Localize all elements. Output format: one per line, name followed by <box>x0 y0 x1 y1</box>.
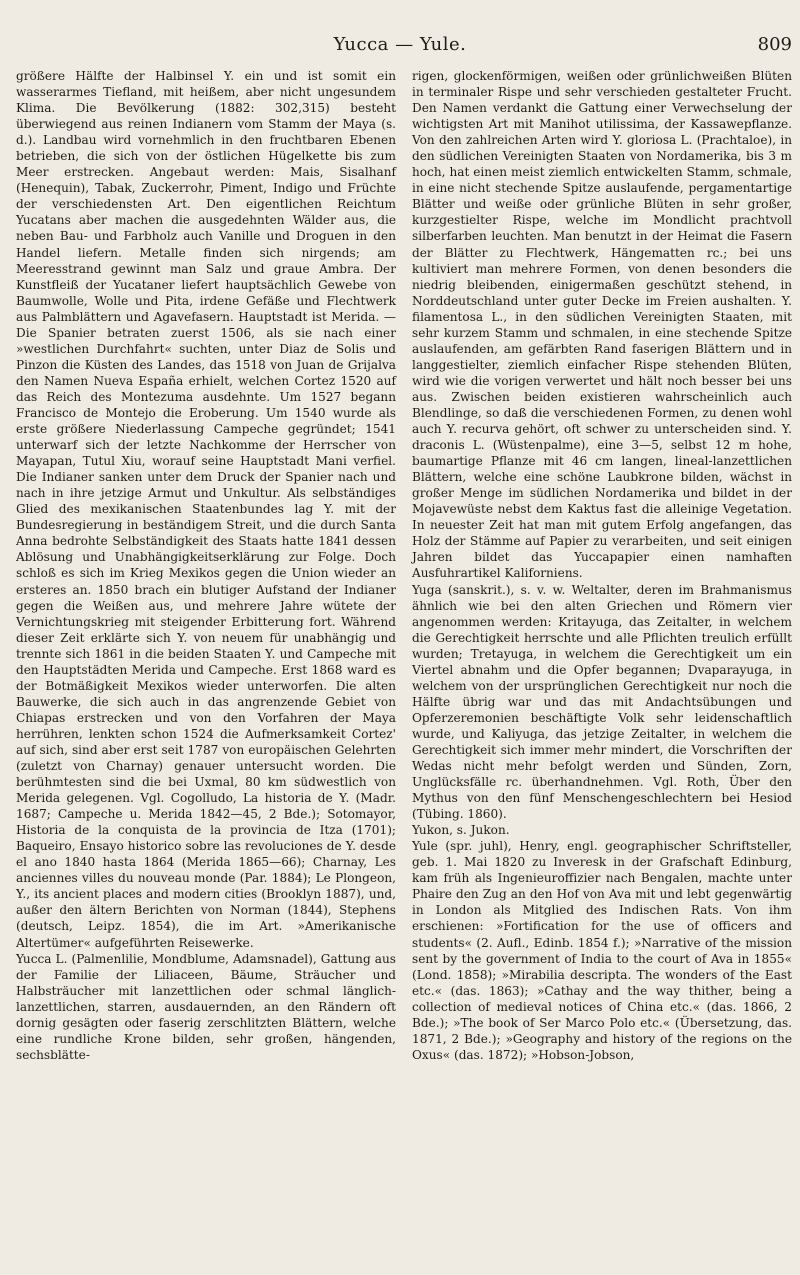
page-number: 809 <box>757 34 792 55</box>
yucatan-entry-continued: größere Hälfte der Halbinsel Y. ein und ist somit ein wasserarmes Tiefland, mit heißem, aber nicht ungesundem Klima. Die Bevölkerung (1882: 302,315) besteht überwiegend aus reinen Indianern vom Stamm der Maya (s. d.). Landbau wird vornehmlich in den fruchtbaren Ebenen betrieben, die sich von der östlichen Hügelkette bis zum Meer erstrecken. Angebaut werden: Mais, Sisalhanf (Henequin), Tabak, Zuckerrohr, Piment, Indigo und Früchte der verschiedensten Art. Den eigentlichen Reichtum Yucatans aber machen die ausgedehnten Wälder aus, die neben Bau- und Farbholz auch Vanille und Droguen in den Handel liefern. Metalle finden sich nirgends; am Meeresstrand gewinnt man Salz und graue Ambra. Der Kunstfleiß der Yucataner liefert hauptsächlich Gewebe von Baumwolle, Wolle und Pita, irdene Gefäße und Flechtwerk aus Palmblättern und Agavefasern. Hauptstadt ist Merida. — Die Spanier betraten zuerst 1506, als sie nach einer »westlichen Durchfahrt« suchten, unter Diaz de Solis und Pinzon die Küsten des Landes, das 1518 von Juan de Grijalva den Namen Nueva España erhielt, welchen Cortez 1520 auf das Reich des Montezuma ausdehnte. Um 1527 begann Francisco de Montejo die Eroberung. Um 1540 wurde als erste größere Niederlassung Campeche gegründet; 1541 unterwarf sich der letzte Nachkomme der Herrscher von Mayapan, Tutul Xiu, worauf seine Hauptstadt Mani verfiel. Die Indianer sanken unter dem Druck der Spanier nach und nach in ihre jetzige Armut und Unkultur. Als selbständiges Glied des mexikanischen Staatenbundes lag Y. mit der Bundesregierung in beständigem Streit, und die durch Santa Anna bedrohte Selbständigkeit des Staats hatte 1841 dessen Ablösung und Unabhängigkeitserklärung zur Folge. Doch schloß es sich im Krieg Mexikos gegen die Union wieder an ersteres an. 1850 brach ein blutiger Aufstand der Indianer gegen die Weißen aus, und mehrere Jahre wütete der Vernichtungskrieg mit steigender Erbitterung fort. Während dieser Zeit erklärte sich Y. von neuem für unabhängig und trennte sich 1861 in die beiden Staaten Y. und Campeche mit den Hauptstädten Merida und Campeche. Erst 1868 ward es der Botmäßigkeit Mexikos wieder unterworfen. Die alten Bauwerke, die sich auch in das angrenzende Gebiet von Chiapas erstrecken und von den Vorfahren der Maya herrühren, lenkten schon 1524 die Aufmerksamkeit Cortez' auf sich, sind aber erst seit 1787 von europäischen Gelehrten (zuletzt von Charnay) genauer untersucht worden. Die berühmtesten sind die bei Uxmal, 80 km südwestlich von Merida gelegenen. Vgl. Cogolludo, La historia de Y. (Madr. 1687; Campeche u. Merida 1842—45, 2 Bde.); Sotomayor, Historia de la conquista de la provincia de Itza (1701); Baqueiro, Ensayo historico sobre las revoluciones de Y. desde el ano 1840 hasta 1864 (Merida 1865—66); Charnay, Les anciennes villes du nouveau monde (Par. 1884); Le Plongeon, Y., its ancient places and modern cities (Brooklyn 1887), und, außer den ältern Berichten von Norman (1844), Stephens (deutsch, Leipz. 1854), die im Art. »Amerikanische Altertümer« aufgeführten Reisewerke. <box>16 69 396 950</box>
yucca-entry-continued: rigen, glockenförmigen, weißen oder grünlichweißen Blüten in terminaler Rispe und sehr verschieden gestalteter Frucht. Den Namen verdankt die Gattung einer Verwechselung der wichtigsten Art mit Manihot utilissima, der Kassawepflanze. Von den zahlreichen Arten wird Y. gloriosa L. (Prachtaloe), in den südlichen Vereinigten Staaten von Nordamerika, bis 3 m hoch, hat einen meist ziemlich entwickelten Stamm, schmale, in eine nicht stechende Spitze auslaufende, pergamentartige Blätter und weiße oder grünliche Blüten in sehr großer, kurzgestielter Rispe, welche im Mondlicht prachtvoll silberfarben leuchten. Man benutzt in der Heimat die Fasern der Blätter zu Flechtwerk, Hängematten rc.; bei uns kultiviert man mehrere Formen, von denen besonders die niedrig bleibenden, einigermaßen geschützt stehend, in Norddeutschland unter guter Decke im Freien aushalten. Y. filamentosa L., in den südlichen Vereinigten Staaten, mit sehr kurzem Stamm und schmalen, in eine stechende Spitze auslaufenden, am gefärbten Rand faserigen Blättern und in langgestielter, ziemlich einfacher Rispe stehenden Blüten, wird wie die vorigen verwertet und hält noch besser bei uns aus. Zwischen beiden existieren wahrscheinlich auch Blendlinge, so daß die verschiedenen Formen, zu denen wohl auch Y. recurva gehört, oft schwer zu unterscheiden sind. Y. draconis L. (Wüstenpalme), eine 3—5, selbst 12 m hohe, baumartige Pflanze mit 46 cm langen, lineal-lanzettlichen Blättern, welche eine schöne Laubkrone bilden, wächst in großer Menge im südlichen Nordamerika und bildet in der Mojavewüste nebst dem Kaktus fast die alleinige Vegetation. In neuester Zeit hat man mit gutem Erfolg angefangen, das Holz der Stämme auf Papier zu verarbeiten, und seit einigen Jahren bildet das Yuccapapier einen namhaften Ausfuhrartikel Kaliforniens. <box>412 69 792 581</box>
running-title: Yucca — Yule. <box>333 34 467 55</box>
left-column <box>16 68 396 1063</box>
yuga-entry: Yuga (sanskrit.), s. v. w. Weltalter, deren im Brahmanismus ähnlich wie bei den alten Griechen und Römern vier angenommen werden: Kritayuga, das Zeitalter, in welchem die Gerechtigkeit herrschte und alle Pflichten treulich erfüllt wurden; Tretayuga, in welchem die Gerechtigkeit um ein Viertel abnahm und die Opfer begannen; Dvaparayuga, in welchem von der ursprünglichen Gerechtigkeit nur noch die Hälfte übrig war und das mit Andachtsübungen und Opferzeremonien beschäftigte Volk sehr leidenschaftlich wurde, und Kaliyuga, das jetzige Zeitalter, in welchem die Gerechtigkeit sich immer mehr mindert, die Vorschriften der Wedas nicht mehr befolgt werden und Sünden, Zorn, Unglücksfälle rc. überhandnehmen. Vgl. Roth, Über den Mythus von den fünf Menschengeschlechtern bei Hesiod (Tübing. 1860). <box>412 582 792 822</box>
yukon-entry: Yukon, s. Jukon. <box>412 823 510 838</box>
yule-entry: Yule (spr. juhl), Henry, engl. geographischer Schriftsteller, geb. 1. Mai 1820 zu Inveresk in der Grafschaft Edinburg, kam früh als Ingenieuroffizier nach Bengalen, machte unter Phaire den Zug an den Hof von Ava mit und lebt gegenwärtig in London als Mitglied des Indischen Rats. Von ihm erschienen: »Fortification for the use of officers and students« (2. Aufl., Edinb. 1854 f.); »Narrative of the mission sent by the government of India to the court of Ava in 1855« (Lond. 1858); »Mirabilia descripta. The wonders of the East etc.« (das. 1863); »Cathay and the way thither, being a collection of medieval notices of China etc.« (das. 1866, 2 Bde.); »The book of Ser Marco Polo etc.« (Übersetzung, das. 1871, 2 Bde.); »Geography and history of the regions on the Oxus« (das. 1872); »Hobson-Jobson, <box>412 839 792 1062</box>
right-column <box>412 68 792 1063</box>
page-header <box>0 34 800 58</box>
yucca-entry: Yucca L. (Palmenlilie, Mondblume, Adamsnadel), Gattung aus der Familie der Liliaceen, Bäume, Sträucher und Halbsträucher mit lanzettlichen oder schmal länglich-lanzettlichen, starren, ausdauernden, an den Rändern oft dornig gesägten oder faserig zerschlitzten Blättern, welche eine rundliche Krone bilden, sehr großen, hängenden, sechsblätte- <box>16 951 396 1062</box>
text-columns <box>16 68 792 1063</box>
